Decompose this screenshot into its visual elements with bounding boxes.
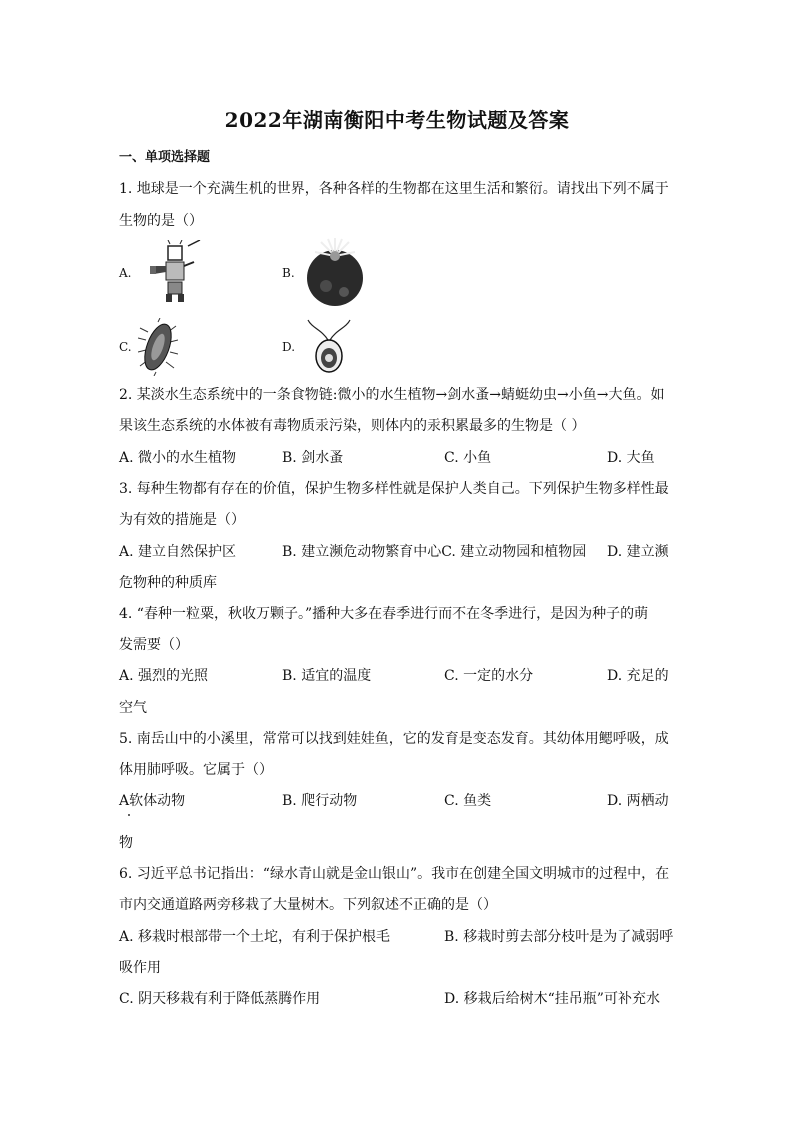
q2-stem-line1: 2. 某淡水生态系统中的一条食物链:微小的水生植物→剑水蚤→蜻蜓幼虫→小鱼→大鱼。如 [119,387,665,403]
q3-option-b-c: B. 建立濒危动物繁育中心C. 建立动物园和植物园 [282,544,587,560]
q4-option-a: A. 强烈的光照 [119,668,209,684]
q6-option-b-continued: 吸作用 [119,960,161,976]
q1-option-a-label: A. [119,266,132,280]
q5-option-a: A软体动物 [119,793,186,809]
q3-option-d-continued: 危物种的种质库 [119,575,217,591]
q1-stem-line2: 生物的是（） [119,213,203,229]
q3-option-d: D. 建立濒 [607,544,669,560]
q2-option-c: C. 小鱼 [444,450,492,466]
single-cell-icon [306,318,352,374]
q5-option-d-continued: 物 [119,835,133,851]
q1-option-c-label: C. [119,340,132,354]
q5-option-d: D. 两栖动 [607,793,669,809]
flower-icon [306,234,364,308]
q3-stem-line1: 3. 每种生物都有存在的价值，保护生物多样性就是保护人类自己。下列保护生物多样性最 [119,481,669,497]
q4-option-c: C. 一定的水分 [444,668,534,684]
section-heading: 一、单项选择题 [119,150,211,165]
q1-stem-line1: 1. 地球是一个充满生机的世界，各种各样的生物都在这里生活和繁衍。请找出下列不属于 [119,181,669,197]
stray-dot [128,814,130,816]
q4-stem-line1: 4. “春种一粒粟，秋收万颗子。”播种大多在春季进行而不在冬季进行，是因为种子的萌 [119,606,649,622]
q6-stem-line2: 市内交通道路两旁移栽了大量树木。下列叙述不正确的是（） [119,897,497,913]
bacterium-icon [138,318,178,376]
q5-option-b: B. 爬行动物 [282,793,358,809]
q4-option-b: B. 适宜的温度 [282,668,372,684]
q2-option-b: B. 剑水蚤 [282,450,344,466]
q5-stem-line2: 体用肺呼吸。它属于（） [119,762,273,778]
q4-option-d-continued: 空气 [119,700,147,716]
q5-option-c: C. 鱼类 [444,793,492,809]
robot-icon [148,240,204,304]
q6-option-b: B. 移栽时剪去部分枝叶是为了减弱呼 [444,929,674,945]
q1-option-b-label: B. [282,266,295,280]
q3-option-a: A. 建立自然保护区 [119,544,237,560]
q6-stem-line1: 6. 习近平总书记指出：“绿水青山就是金山银山”。我市在创建全国文明城市的过程中，在 [119,866,670,882]
q5-stem-line1: 5. 南岳山中的小溪里，常常可以找到娃娃鱼，它的发育是变态发育。其幼体用鳃呼吸，成 [119,731,669,747]
q2-stem-line2: 果该生态系统的水体被有毒物质汞污染，则体内的汞积累最多的生物是（ ） [119,418,586,434]
q2-option-a: A. 微小的水生植物 [119,450,237,466]
q6-option-c: C. 阴天移栽有利于降低蒸腾作用 [119,991,321,1007]
q6-option-a: A. 移栽时根部带一个土坨，有利于保护根毛 [119,929,391,945]
q4-option-d: D. 充足的 [607,668,669,684]
q3-stem-line2: 为有效的措施是（） [119,512,245,528]
q4-stem-line2: 发需要（） [119,637,189,653]
page-title: 2022年湖南衡阳中考生物试题及答案 [224,108,570,132]
q2-option-d: D. 大鱼 [607,450,655,466]
q1-option-d-label: D. [282,340,296,354]
q6-option-d: D. 移栽后给树木“挂吊瓶”可补充水 [444,991,660,1007]
